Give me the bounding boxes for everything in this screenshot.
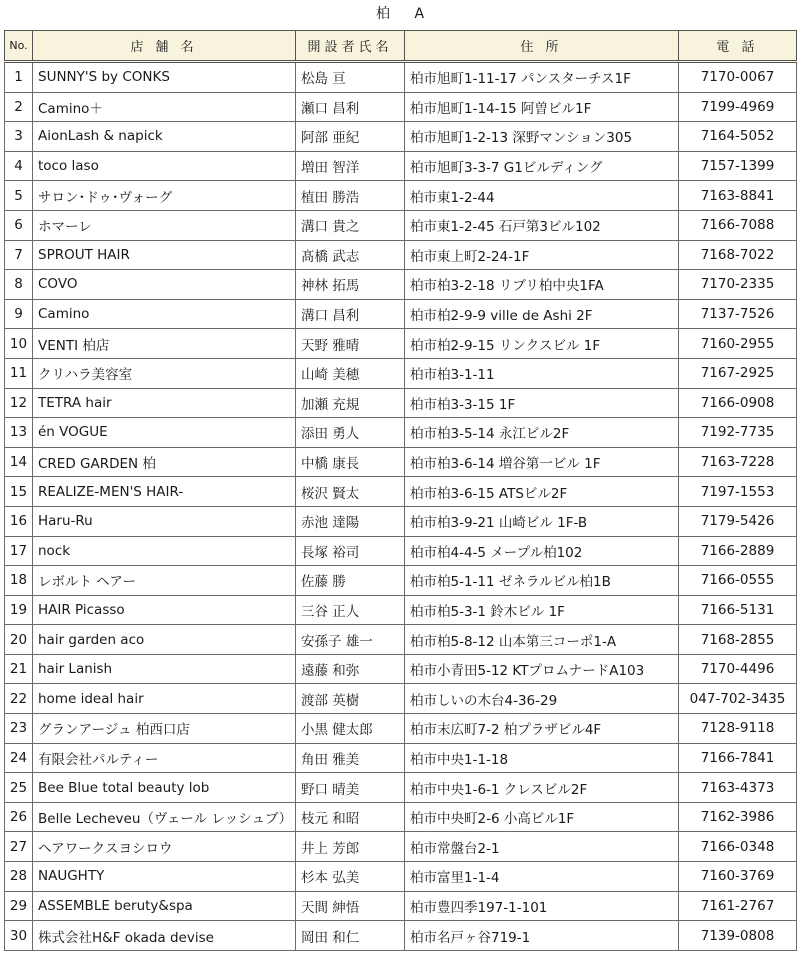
cell-owner-name: 長塚 裕司 [296,536,405,566]
title-city: 柏 [375,6,390,22]
cell-owner-name: 加瀬 充規 [296,388,405,418]
table-row [5,240,797,270]
cell-phone: 7160-3769 [679,862,797,892]
header-address: 住 所 [405,31,679,62]
cell-owner-name: 佐藤 勝 [296,566,405,596]
cell-phone: 7128-9118 [679,714,797,744]
table-row [5,862,797,892]
table-row [5,684,797,714]
cell-shop-name: COVO [33,270,296,300]
cell-shop-name: HAIR Picasso [33,595,296,625]
cell-shop-name: Bee Blue total beauty lob [33,773,296,803]
cell-phone: 7192-7735 [679,418,797,448]
cell-row-no: 8 [5,270,33,300]
cell-address: 柏市中央町2-6 小高ビル1F [405,802,679,832]
cell-row-no: 12 [5,388,33,418]
cell-owner-name: 小黒 健太郎 [296,714,405,744]
cell-phone: 7166-7088 [679,210,797,240]
table-row [5,743,797,773]
table-row [5,654,797,684]
cell-phone: 7197-1553 [679,477,797,507]
cell-shop-name: VENTI 柏店 [33,329,296,359]
cell-shop-name: Haru-Ru [33,506,296,536]
cell-row-no: 7 [5,240,33,270]
cell-address: 柏市柏3-6-14 増谷第一ビル 1F [405,447,679,477]
cell-phone: 7166-0348 [679,832,797,862]
cell-phone: 7199-4969 [679,92,797,122]
cell-owner-name: 植田 勝浩 [296,181,405,211]
table-row [5,802,797,832]
header-tel: 電 話 [679,31,797,62]
cell-owner-name: 三谷 正人 [296,595,405,625]
cell-shop-name: TETRA hair [33,388,296,418]
table-row [5,388,797,418]
cell-address: 柏市中央1-1-18 [405,743,679,773]
cell-phone: 7162-3986 [679,802,797,832]
cell-row-no: 15 [5,477,33,507]
cell-row-no: 2 [5,92,33,122]
cell-phone: 7166-2889 [679,536,797,566]
cell-shop-name: én VOGUE [33,418,296,448]
cell-owner-name: 渡部 英樹 [296,684,405,714]
header-name: 店 舗 名 [33,31,296,62]
cell-owner-name: 松島 亘 [296,62,405,93]
cell-owner-name: 井上 芳郎 [296,832,405,862]
table-row [5,714,797,744]
cell-address: 柏市東1-2-45 石戸第3ビル102 [405,210,679,240]
cell-phone: 7157-1399 [679,151,797,181]
cell-phone: 7168-2855 [679,625,797,655]
table-row [5,506,797,536]
header-no: No. [5,31,33,62]
cell-row-no: 14 [5,447,33,477]
cell-owner-name: 天野 雅晴 [296,329,405,359]
cell-shop-name: クリハラ美容室 [33,358,296,388]
cell-owner-name: 野口 晴美 [296,773,405,803]
cell-owner-name: 杉本 弘美 [296,862,405,892]
cell-owner-name: 枝元 和昭 [296,802,405,832]
cell-row-no: 10 [5,329,33,359]
cell-address: 柏市柏3-3-15 1F [405,388,679,418]
cell-owner-name: 神林 拓馬 [296,270,405,300]
cell-shop-name: REALIZE-MEN'S HAIR- [33,477,296,507]
cell-shop-name: CRED GARDEN 柏 [33,447,296,477]
cell-phone: 7163-7228 [679,447,797,477]
table-row [5,329,797,359]
cell-shop-name: nock [33,536,296,566]
cell-address: 柏市柏3-1-11 [405,358,679,388]
cell-row-no: 17 [5,536,33,566]
table-row [5,625,797,655]
cell-phone: 7161-2767 [679,891,797,921]
cell-owner-name: 赤池 達陽 [296,506,405,536]
cell-address: 柏市しいの木台4-36-29 [405,684,679,714]
cell-address: 柏市柏3-9-21 山崎ビル 1F-B [405,506,679,536]
cell-owner-name: 増田 智洋 [296,151,405,181]
table-row [5,210,797,240]
cell-phone: 7179-5426 [679,506,797,536]
table-row [5,832,797,862]
cell-phone: 7166-0908 [679,388,797,418]
cell-address: 柏市柏2-9-15 リンクスビル 1F [405,329,679,359]
cell-address: 柏市柏3-5-14 永江ビル2F [405,418,679,448]
cell-owner-name: 阿部 亜紀 [296,122,405,152]
table-row [5,566,797,596]
cell-owner-name: 添田 勇人 [296,418,405,448]
table-row [5,358,797,388]
cell-phone: 7168-7022 [679,240,797,270]
cell-phone: 7166-7841 [679,743,797,773]
cell-shop-name: ヘアワークスヨシロウ [33,832,296,862]
cell-phone: 7164-5052 [679,122,797,152]
cell-address: 柏市旭町1-14-15 阿曽ビル1F [405,92,679,122]
cell-phone: 7166-0555 [679,566,797,596]
cell-address: 柏市小青田5-12 KTプロムナードA103 [405,654,679,684]
cell-shop-name: サロン･ドゥ･ヴォーグ [33,181,296,211]
cell-address: 柏市東上町2-24-1F [405,240,679,270]
cell-address: 柏市富里1-1-4 [405,862,679,892]
cell-row-no: 29 [5,891,33,921]
table-row [5,151,797,181]
cell-row-no: 28 [5,862,33,892]
cell-owner-name: 中橋 康長 [296,447,405,477]
cell-owner-name: 天間 紳悟 [296,891,405,921]
header-owner: 開設者氏名 [296,31,405,62]
cell-address: 柏市中央1-6-1 クレスビル2F [405,773,679,803]
cell-phone: 7166-5131 [679,595,797,625]
cell-shop-name: Camino＋ [33,92,296,122]
cell-address: 柏市柏3-2-18 リブリ柏中央1FA [405,270,679,300]
cell-shop-name: Belle Lecheveu（ヴェール レッシュブ） [33,802,296,832]
cell-row-no: 19 [5,595,33,625]
table-row [5,477,797,507]
table-row [5,122,797,152]
cell-phone: 7163-8841 [679,181,797,211]
cell-shop-name: AionLash & napick [33,122,296,152]
cell-address: 柏市旭町1-2-13 深野マンション305 [405,122,679,152]
cell-phone: 7163-4373 [679,773,797,803]
cell-shop-name: NAUGHTY [33,862,296,892]
title-letter: A [414,6,425,22]
table-row [5,891,797,921]
cell-row-no: 27 [5,832,33,862]
table-row [5,447,797,477]
cell-phone: 7170-0067 [679,62,797,93]
cell-phone: 7167-2925 [679,358,797,388]
cell-row-no: 9 [5,299,33,329]
cell-shop-name: home ideal hair [33,684,296,714]
header-row [5,31,797,62]
cell-row-no: 5 [5,181,33,211]
cell-address: 柏市名戸ヶ谷719-1 [405,921,679,951]
cell-phone: 7170-2335 [679,270,797,300]
cell-row-no: 1 [5,62,33,93]
table-row [5,299,797,329]
table-row [5,62,797,93]
table-row [5,92,797,122]
cell-address: 柏市豊四季197-1-101 [405,891,679,921]
cell-address: 柏市旭町3-3-7 G1ビルディング [405,151,679,181]
cell-address: 柏市柏3-6-15 ATSビル2F [405,477,679,507]
cell-shop-name: グランアージュ 柏西口店 [33,714,296,744]
cell-row-no: 23 [5,714,33,744]
cell-address: 柏市柏4-4-5 メープル柏102 [405,536,679,566]
cell-row-no: 21 [5,654,33,684]
cell-row-no: 30 [5,921,33,951]
cell-shop-name: 株式会社H&F okada devise [33,921,296,951]
cell-row-no: 24 [5,743,33,773]
cell-row-no: 26 [5,802,33,832]
cell-shop-name: レボルト ヘアー [33,566,296,596]
cell-owner-name: 岡田 和仁 [296,921,405,951]
cell-owner-name: 遠藤 和弥 [296,654,405,684]
cell-row-no: 22 [5,684,33,714]
cell-owner-name: 溝口 貴之 [296,210,405,240]
cell-owner-name: 角田 雅美 [296,743,405,773]
cell-shop-name: SPROUT HAIR [33,240,296,270]
table-row [5,181,797,211]
table-row [5,773,797,803]
cell-shop-name: ASSEMBLE beruty&spa [33,891,296,921]
cell-shop-name: SUNNY'S by CONKS [33,62,296,93]
page-title [0,2,800,26]
cell-address: 柏市東1-2-44 [405,181,679,211]
cell-address: 柏市柏5-8-12 山本第三コーポ1-A [405,625,679,655]
cell-address: 柏市末広町7-2 柏プラザビル4F [405,714,679,744]
cell-phone: 7160-2955 [679,329,797,359]
cell-row-no: 6 [5,210,33,240]
cell-address: 柏市柏2-9-9 ville de Ashi 2F [405,299,679,329]
table-row [5,536,797,566]
cell-phone: 7139-0808 [679,921,797,951]
cell-owner-name: 髙橋 武志 [296,240,405,270]
cell-phone: 7137-7526 [679,299,797,329]
cell-owner-name: 安孫子 雄一 [296,625,405,655]
salon-table [4,30,797,951]
cell-address: 柏市柏5-3-1 鈴木ビル 1F [405,595,679,625]
cell-shop-name: toco laso [33,151,296,181]
cell-row-no: 13 [5,418,33,448]
cell-owner-name: 山崎 美穂 [296,358,405,388]
cell-phone: 047-702-3435 [679,684,797,714]
cell-phone: 7170-4496 [679,654,797,684]
cell-row-no: 3 [5,122,33,152]
table-row [5,418,797,448]
cell-shop-name: hair garden aco [33,625,296,655]
cell-shop-name: 有限会社パルティー [33,743,296,773]
cell-row-no: 18 [5,566,33,596]
cell-row-no: 16 [5,506,33,536]
cell-row-no: 25 [5,773,33,803]
cell-address: 柏市旭町1-11-17 パンスターチス1F [405,62,679,93]
cell-shop-name: Camino [33,299,296,329]
cell-owner-name: 桜沢 賢太 [296,477,405,507]
cell-row-no: 11 [5,358,33,388]
cell-address: 柏市柏5-1-11 ゼネラルビル柏1B [405,566,679,596]
cell-owner-name: 溝口 昌利 [296,299,405,329]
cell-shop-name: ホマーレ [33,210,296,240]
table-row [5,595,797,625]
cell-row-no: 20 [5,625,33,655]
cell-row-no: 4 [5,151,33,181]
cell-owner-name: 瀬口 昌利 [296,92,405,122]
cell-shop-name: hair Lanish [33,654,296,684]
table-row [5,270,797,300]
cell-address: 柏市常盤台2-1 [405,832,679,862]
table-row [5,921,797,951]
